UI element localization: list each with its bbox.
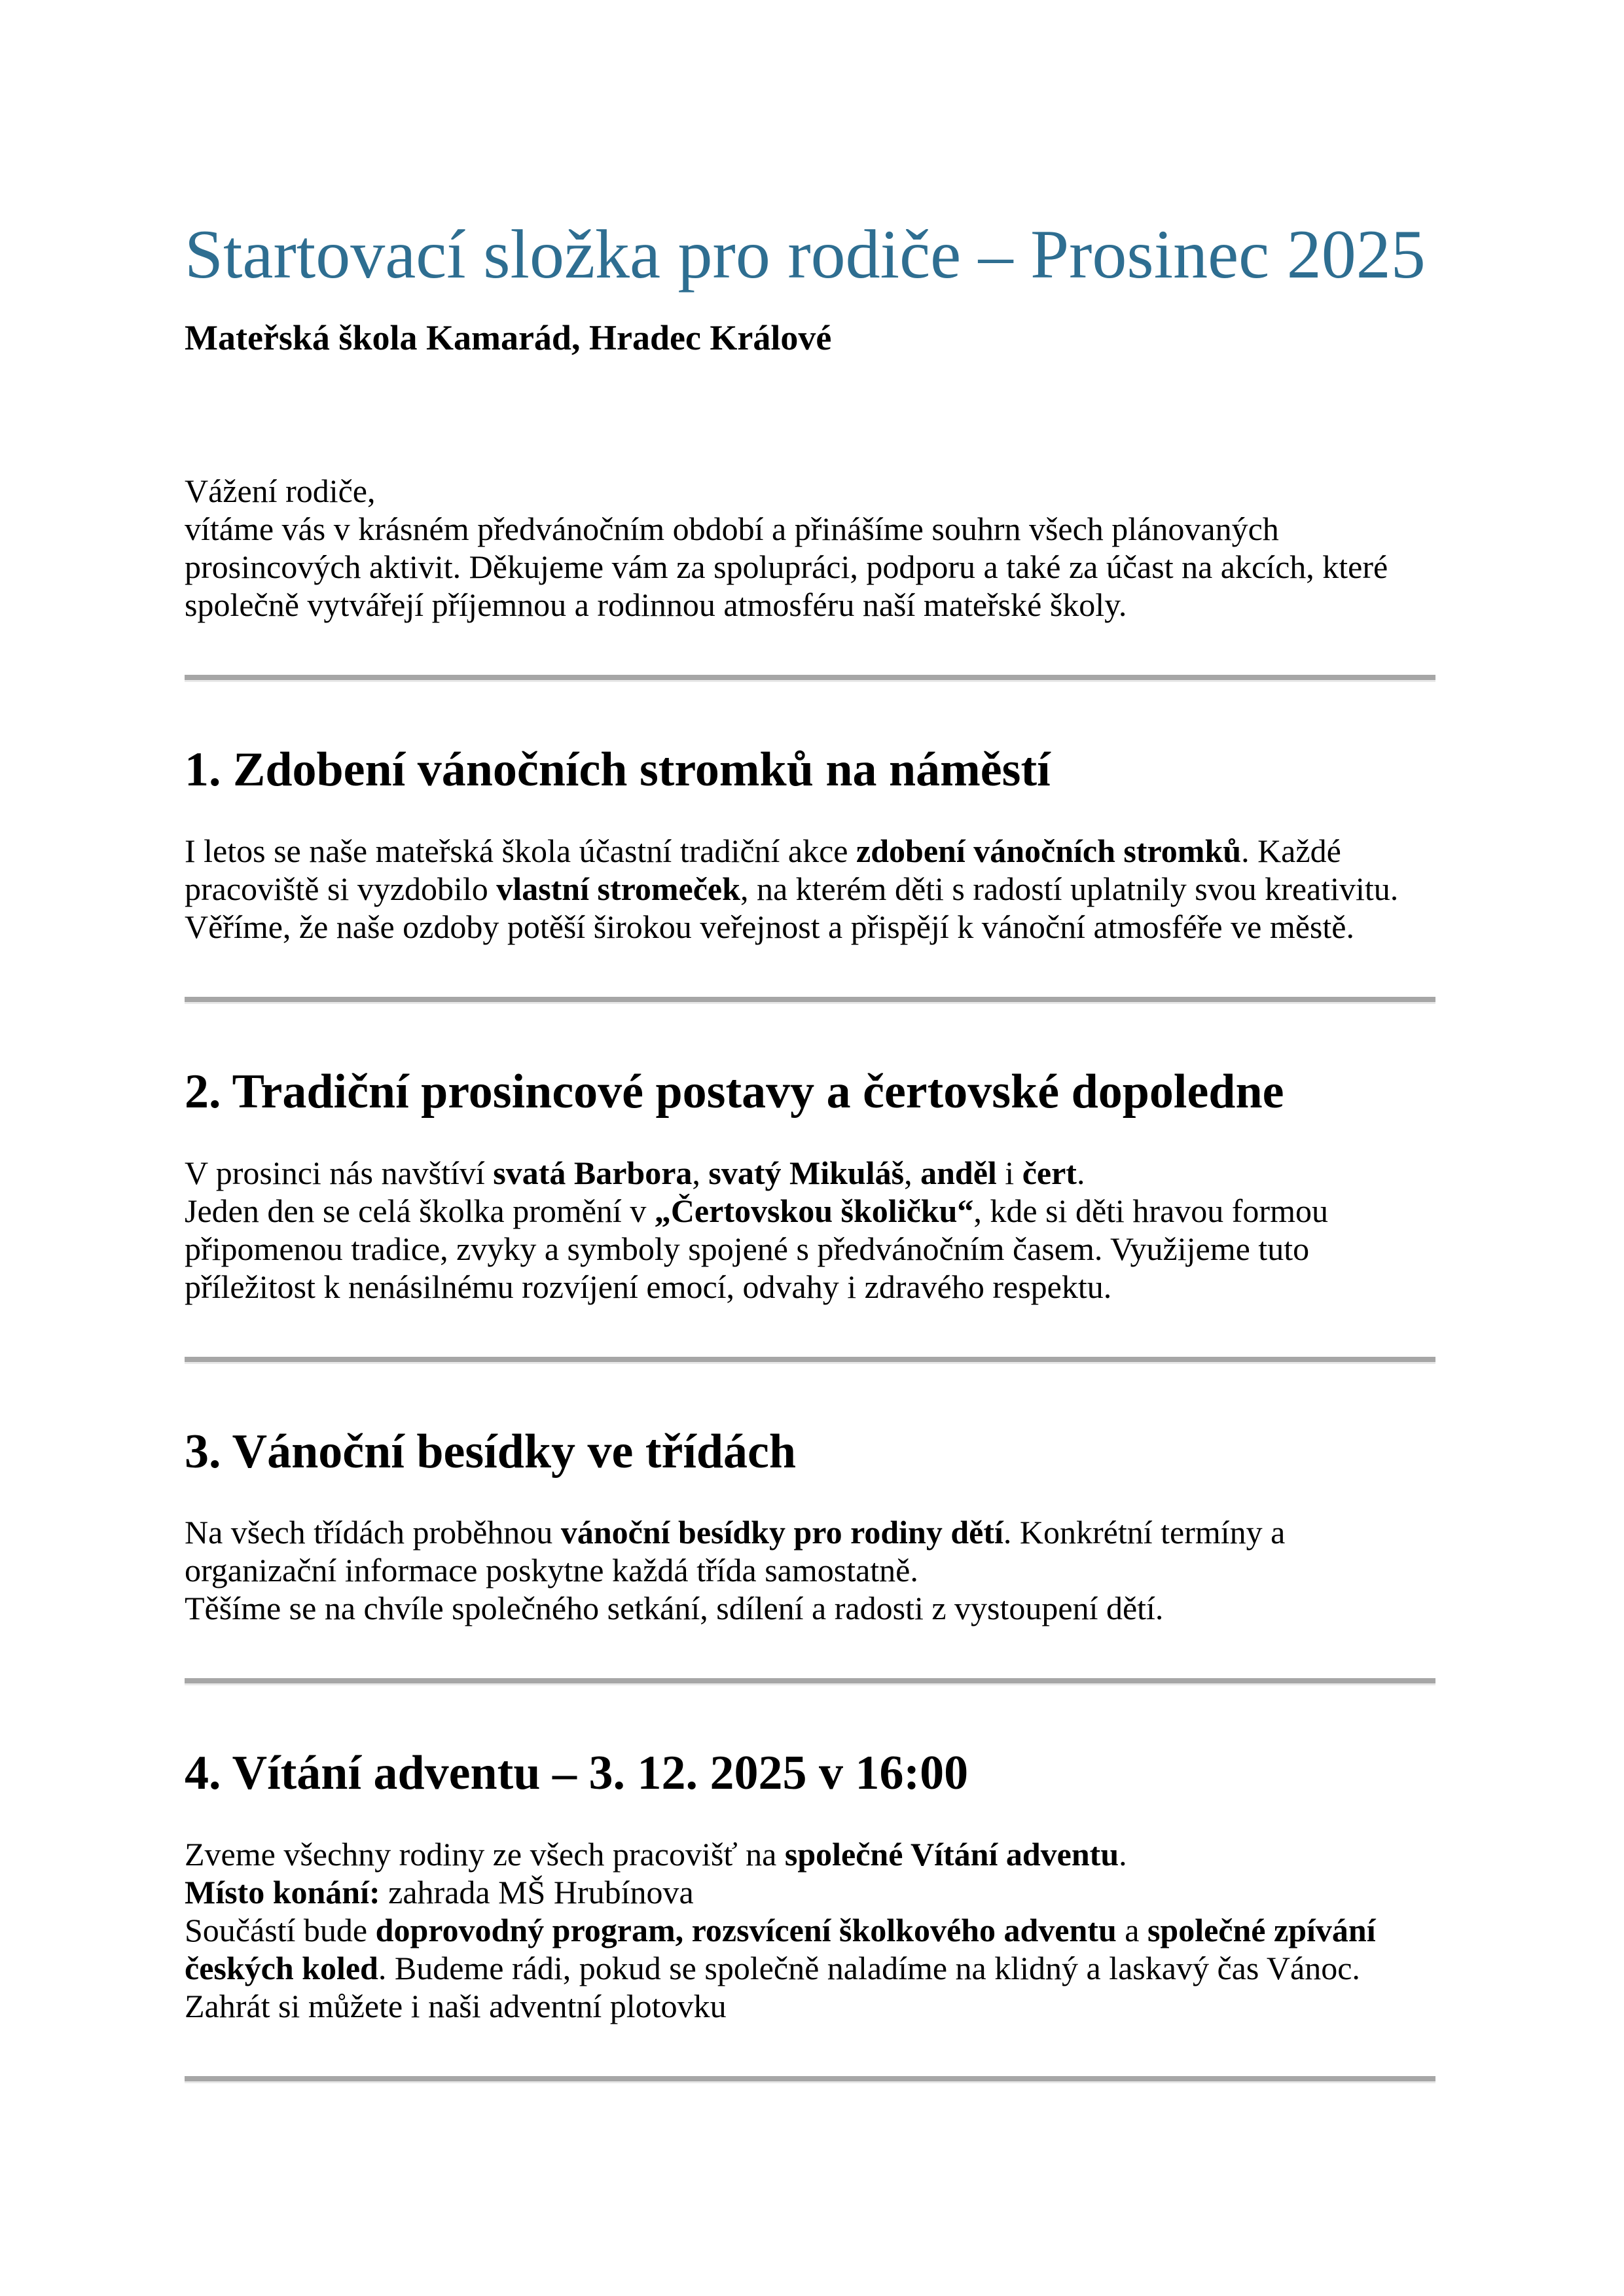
text-run: , kde si děti hravou formou připomenou tradice, zvyky a symboly spojené s předvánočním časem. Využijeme tuto příležitost k nenásilnému rozvíjení emocí, odvahy i zdravého respektu. bbox=[185, 1192, 1328, 1305]
section-heading: 3. Vánoční besídky ve třídách bbox=[185, 1424, 797, 1479]
text-run: Zveme všechny rodiny ze všech pracovišť na bbox=[185, 1836, 785, 1873]
bold-text: Místo konání: bbox=[185, 1874, 380, 1911]
text-run: Těšíme se na chvíle společného setkání, sdílení a radosti z vystoupení dětí. bbox=[185, 1590, 1164, 1627]
bold-text: „Čertovskou školičku“ bbox=[654, 1192, 974, 1229]
text-run: i bbox=[996, 1154, 1022, 1191]
text-run: Na všech třídách proběhnou bbox=[185, 1514, 561, 1551]
section bbox=[185, 1678, 1435, 2025]
text-run: . bbox=[1119, 1836, 1127, 1873]
section bbox=[185, 997, 1435, 1306]
bold-text: společné zpívání českých koled bbox=[185, 1912, 1376, 1987]
section-paragraph bbox=[185, 832, 1435, 946]
sections bbox=[185, 675, 1435, 2025]
bold-text: čert bbox=[1022, 1154, 1077, 1191]
intro-paragraph bbox=[185, 472, 1435, 624]
bold-text: společné Vítání adventu bbox=[784, 1836, 1119, 1873]
bold-text: vánoční besídky pro rodiny dětí bbox=[560, 1514, 1003, 1551]
text-run: a bbox=[1116, 1912, 1147, 1949]
text-run: V prosinci nás navštíví bbox=[185, 1154, 494, 1191]
section bbox=[185, 1357, 1435, 1628]
text-run: . bbox=[1076, 1154, 1085, 1191]
text-run: , bbox=[904, 1154, 921, 1191]
section-heading: 4. Vítání adventu – 3. 12. 2025 v 16:00 bbox=[185, 1746, 969, 1801]
bold-text: zdobení vánočních stromků bbox=[856, 832, 1242, 869]
text-run: . Každé pracoviště si vyzdobilo bbox=[185, 832, 1341, 907]
section-paragraph bbox=[185, 1835, 1435, 2025]
text-run: Součástí bude bbox=[185, 1912, 376, 1949]
section-paragraph bbox=[185, 1154, 1435, 1306]
section-divider bbox=[185, 1678, 1435, 1685]
section-divider bbox=[185, 1357, 1435, 1364]
bold-text: doprovodný program, rozsvícení školkového adventu bbox=[375, 1912, 1117, 1949]
text-run: , bbox=[692, 1154, 709, 1191]
text-run: , na kterém děti s radostí uplatnily svou kreativitu. Věříme, že naše ozdoby potěší širokou veřejnost a přispějí k vánoční atmosféře ve městě. bbox=[185, 870, 1399, 945]
section-divider bbox=[185, 675, 1435, 682]
text-run: Zahrát si můžete i naši adventní plotovku bbox=[185, 1988, 727, 2025]
bold-text: svatá Barbora bbox=[493, 1154, 693, 1191]
document-title: Startovací složka pro rodiče – Prosinec 2025 bbox=[185, 216, 1426, 293]
section-divider bbox=[185, 997, 1435, 1004]
section bbox=[185, 675, 1435, 946]
text-run: . Konkrétní termíny a organizační informace poskytne každá třída samostatně. bbox=[185, 1514, 1286, 1589]
text-run: Vážení rodiče, bbox=[185, 472, 376, 509]
text-run: I letos se naše mateřská škola účastní tradiční akce bbox=[185, 832, 857, 869]
bold-text: svatý Mikuláš bbox=[708, 1154, 905, 1191]
text-run: zahrada MŠ Hrubínova bbox=[380, 1874, 694, 1911]
document-subtitle: Mateřská škola Kamarád, Hradec Králové bbox=[185, 318, 832, 358]
bold-text: vlastní stromeček bbox=[496, 870, 740, 907]
bold-text: anděl bbox=[920, 1154, 997, 1191]
section-divider bbox=[185, 2076, 1435, 2083]
section-heading: 1. Zdobení vánočních stromků na náměstí bbox=[185, 742, 1051, 797]
text-run: Jeden den se celá školka promění v bbox=[185, 1192, 655, 1229]
section-heading: 2. Tradiční prosincové postavy a čertovské dopoledne bbox=[185, 1064, 1284, 1119]
text-run: vítáme vás v krásném předvánočním období a přinášíme souhrn všech plánovaných prosincových aktivit. Děkujeme vám za spolupráci, podporu a také za účast na akcích, které společně vytvářejí příjemnou a rodinnou atmosféru naší mateřské školy. bbox=[185, 510, 1388, 623]
section-paragraph bbox=[185, 1513, 1435, 1627]
text-run: . Budeme rádi, pokud se společně naladíme na klidný a laskavý čas Vánoc. bbox=[378, 1950, 1360, 1987]
